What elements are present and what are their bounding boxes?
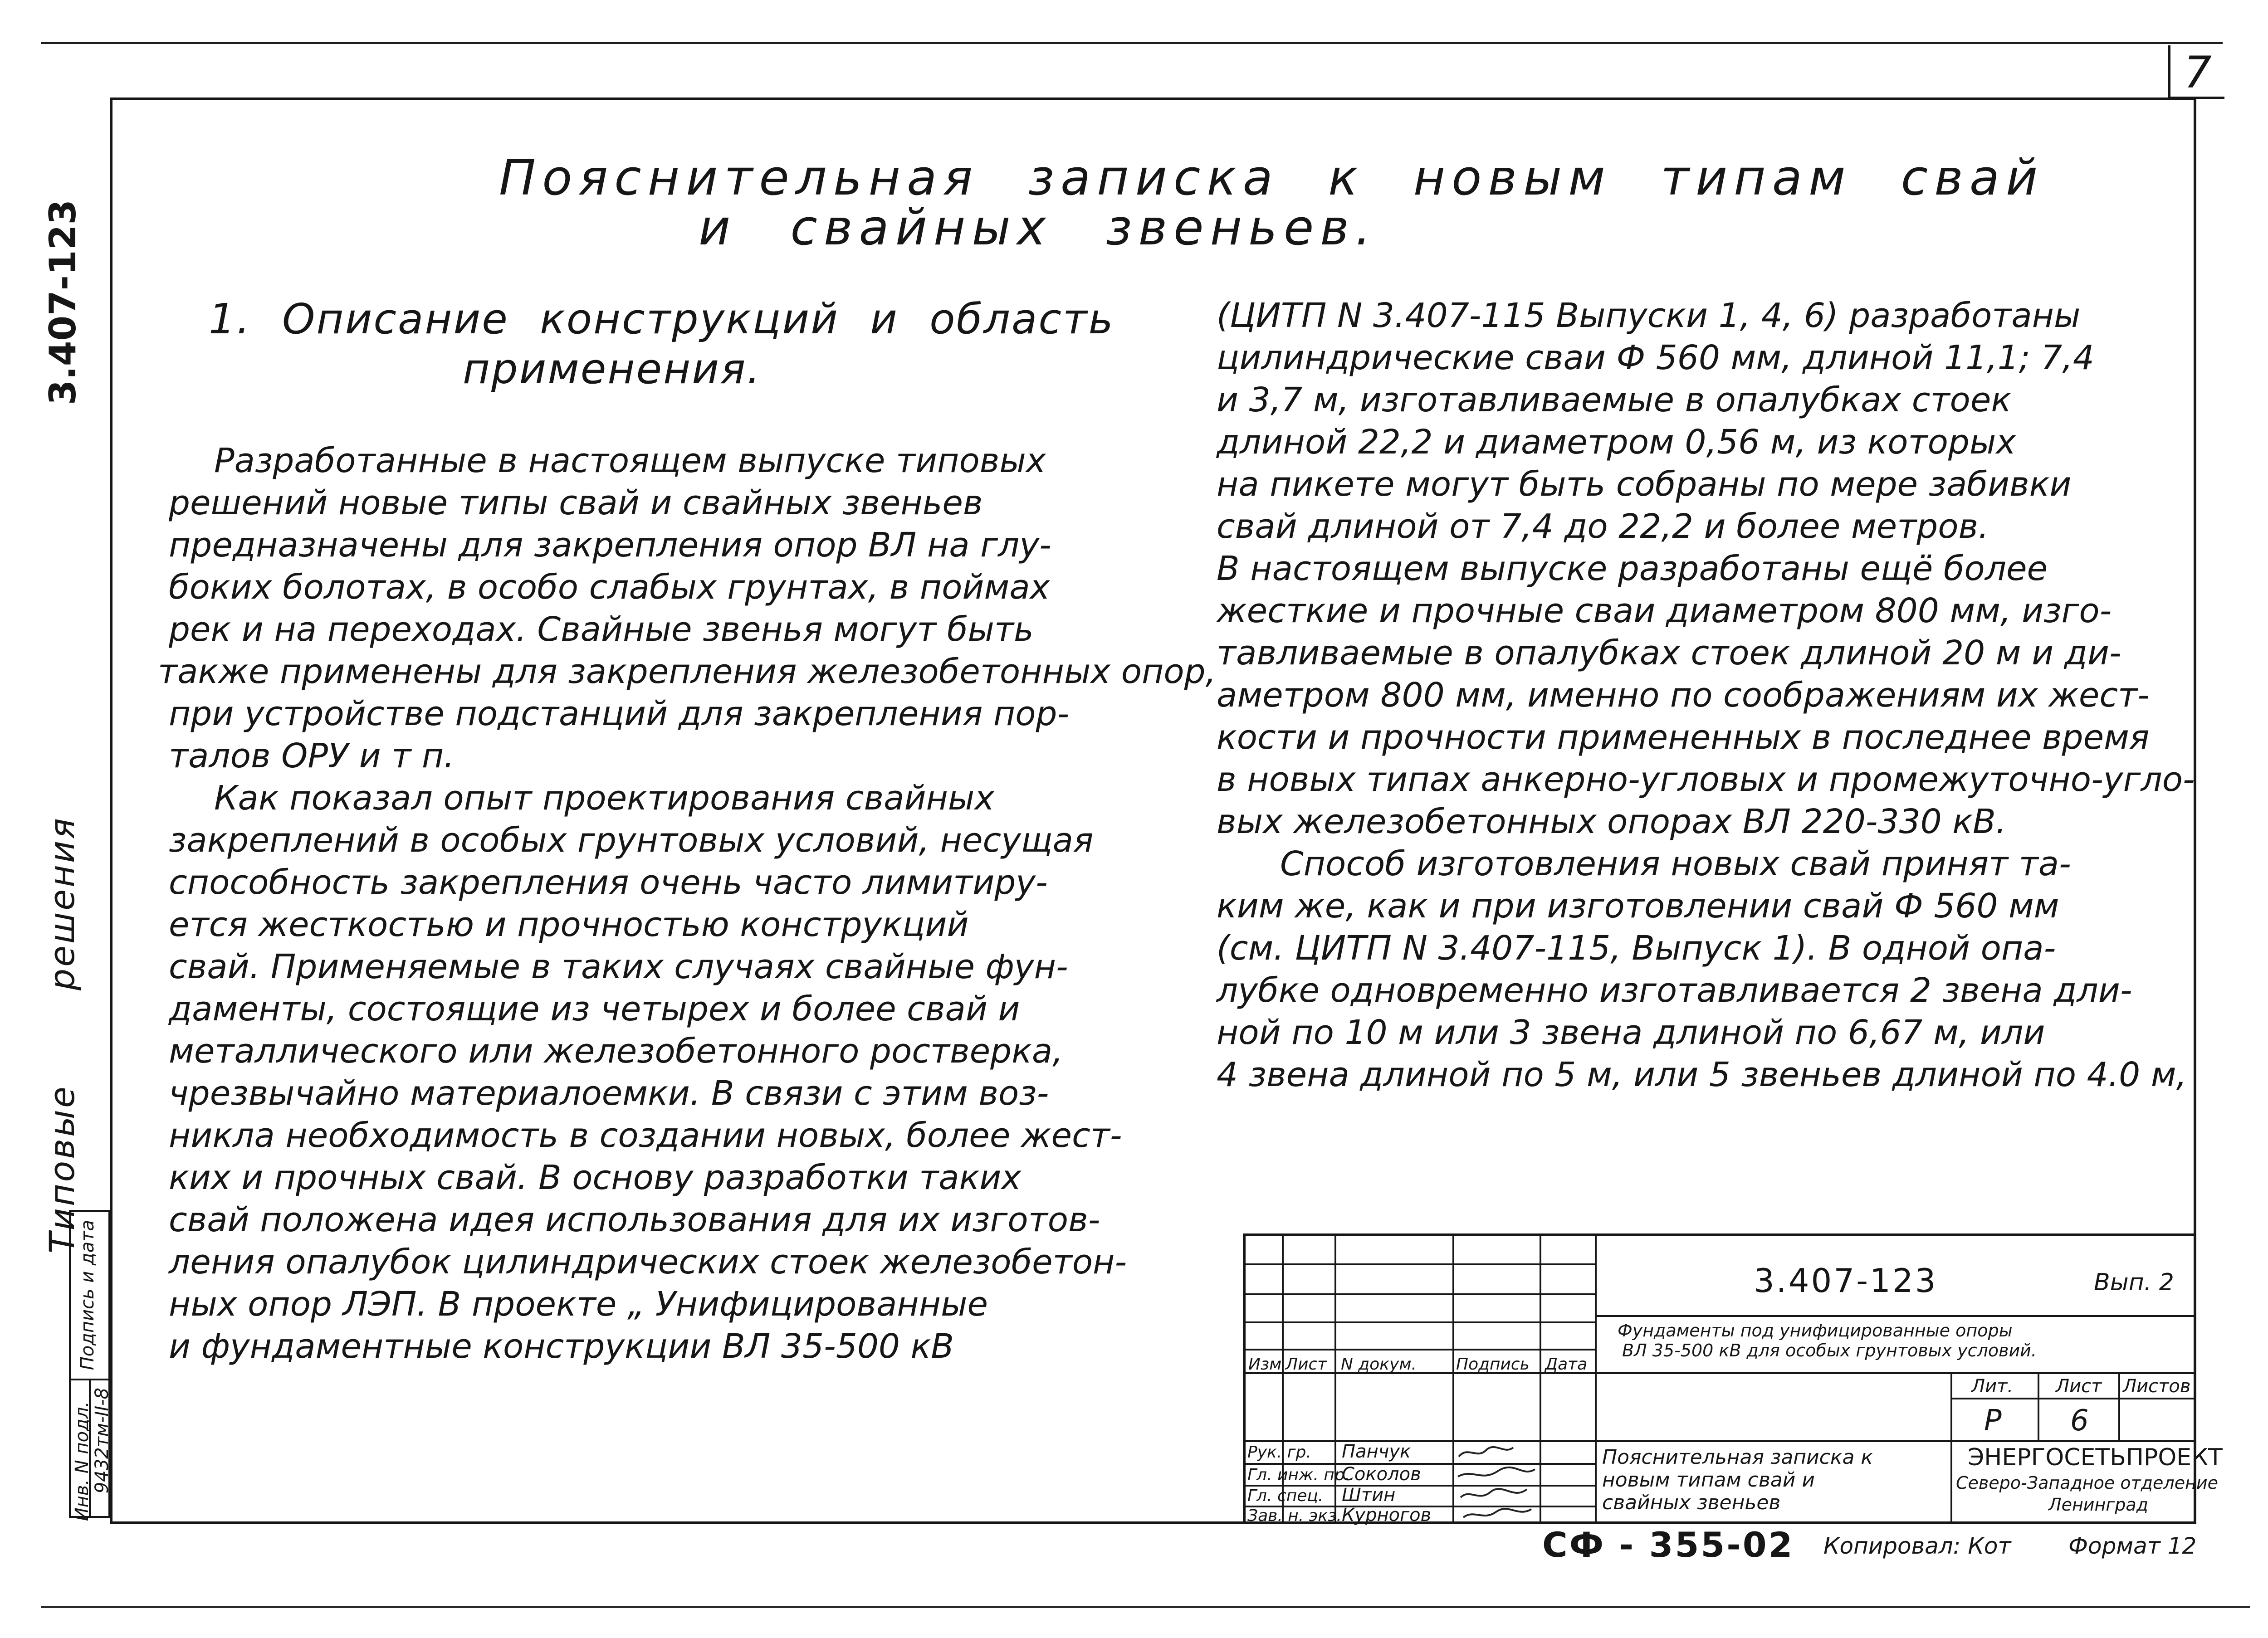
text-line: аметром 800 мм, именно по соображениям их жест- xyxy=(1217,676,2150,715)
text-line: свай положена идея использования для их изготов- xyxy=(169,1200,1100,1239)
tb-role: Гл. спец. xyxy=(1247,1487,1324,1505)
tb-name: Панчук xyxy=(1342,1441,1411,1462)
text-line: длиной 22,2 и диаметром 0,56 м, из которых xyxy=(1217,423,2016,462)
text-line: и 3,7 м, изготавливаемые в опалубках стоек xyxy=(1217,380,2012,419)
top-border-line xyxy=(41,42,2223,44)
tb-doc-code: 3.407-123 xyxy=(1754,1262,1938,1300)
text-line: решений новые типы свай и свайных звеньев xyxy=(169,483,983,522)
tb-org-line1: ЭНЕРГОСЕТЬПРОЕКТ xyxy=(1968,1444,2223,1471)
text-line: (см. ЦИТП N 3.407-115, Выпуск 1). В одной опа- xyxy=(1217,929,2056,968)
tb-header-list: Лист xyxy=(1286,1355,1327,1374)
tb-name: Курногов xyxy=(1342,1505,1432,1526)
side-doc-code: 3.407-123 xyxy=(42,200,84,405)
page-title-line1: Пояснительная записка к новым типам свай xyxy=(499,150,2044,206)
tb-name: Соколов xyxy=(1342,1464,1421,1485)
text-line: в новых типах анкерно-угловых и промежуточно-угло- xyxy=(1217,760,2195,799)
tb-sheets-label: Листов xyxy=(2123,1376,2191,1397)
tb-grid-line xyxy=(1950,1398,2196,1399)
text-line: боких болотах, в особо слабых грунтах, в поймах xyxy=(169,568,1050,607)
text-line: (ЦИТП N 3.407-115 Выпуски 1, 4, 6) разработаны xyxy=(1217,296,2081,335)
text-line: свай длиной от 7,4 до 22,2 и более метров. xyxy=(1217,507,1989,546)
tb-grid-line xyxy=(1246,1263,1595,1265)
tb-role: Гл. инж. пр. xyxy=(1247,1466,1350,1484)
tb-grid-line xyxy=(1540,1236,1541,1524)
text-line: ких и прочных свай. В основу разработки таких xyxy=(169,1158,1022,1197)
text-line: ных опор ЛЭП. В проекте „ Унифицированные xyxy=(169,1285,988,1324)
text-line: даменты, состоящие из четырех и более свай и xyxy=(169,990,1020,1029)
tb-header-doc: N докум. xyxy=(1341,1355,1417,1374)
tb-subtitle-line1: Фундаменты под унифицированные опоры xyxy=(1618,1321,2013,1341)
bottom-border-line xyxy=(41,1606,2250,1608)
tb-grid-line xyxy=(1595,1236,1597,1524)
tb-doc-title-line3: свайных звеньев xyxy=(1602,1491,1781,1514)
footer-code: СФ - 355-02 xyxy=(1542,1525,1794,1565)
text-line: и фундаментные конструкции ВЛ 35-500 кВ xyxy=(169,1327,954,1366)
section-heading-line2: применения. xyxy=(463,345,762,393)
footer-copied-by: Копировал: Кот xyxy=(1823,1533,2011,1559)
text-line: талов ОРУ и т п. xyxy=(169,736,455,775)
text-line: ется жесткостью и прочностью конструкций xyxy=(169,905,969,944)
strip-inv-value: 9432тм-II-8 xyxy=(92,1388,112,1494)
text-line: свай. Применяемые в таких случаях свайные фун- xyxy=(169,947,1068,986)
tb-grid-line xyxy=(2118,1372,2120,1440)
tb-grid-line xyxy=(1246,1293,1595,1295)
tb-sheet-label: Лист xyxy=(2056,1376,2102,1397)
text-line: чрезвычайно материалоемки. В связи с этим воз- xyxy=(169,1074,1049,1113)
tb-issue: Вып. 2 xyxy=(2094,1269,2174,1296)
tb-role: Рук. гр. xyxy=(1247,1443,1311,1462)
tb-doc-title-line1: Пояснительная записка к xyxy=(1602,1446,1873,1469)
text-line: вых железобетонных опорах ВЛ 220-330 кВ. xyxy=(1217,802,2007,841)
text-line: кости и прочности примененных в последнее время xyxy=(1217,718,2150,757)
text-line: на пикете могут быть собраны по мере забивки xyxy=(1217,465,2072,504)
tb-grid-line xyxy=(1595,1315,2196,1317)
page-number: 7 xyxy=(2184,47,2212,98)
text-line: рек и на переходах. Свайные звенья могут быть xyxy=(169,610,1034,649)
tb-stage-value: Р xyxy=(1984,1404,2002,1438)
tb-header-date: Дата xyxy=(1545,1355,1588,1374)
text-line: Разработанные в настоящем выпуске типовых xyxy=(214,441,1046,480)
tb-doc-title-line2: новым типам свай и xyxy=(1602,1468,1815,1492)
tb-subtitle-line2: ВЛ 35-500 кВ для особых грунтовых условий. xyxy=(1622,1341,2037,1360)
left-text-column xyxy=(158,440,1217,1368)
text-line: 4 звена длиной по 5 м, или 5 звеньев длиной по 4.0 м, xyxy=(1217,1055,2187,1094)
section-heading-line1: 1. Описание конструкций и область xyxy=(209,295,1114,343)
text-line: металлического или железобетонного ростверка, xyxy=(169,1032,1063,1071)
text-line: при устройстве подстанций для закрепления пор- xyxy=(169,694,1070,733)
tb-stage-label: Лит. xyxy=(1971,1376,2014,1397)
text-line: жесткие и прочные сваи диаметром 800 мм, изго- xyxy=(1217,591,2112,630)
tb-org-line3: Ленинград xyxy=(2048,1495,2148,1515)
tb-grid-line xyxy=(1950,1372,1952,1524)
strip-inv-label: Инв. N подл. xyxy=(72,1401,93,1521)
tb-header-izm: Изм xyxy=(1248,1355,1282,1374)
side-series-label: Типовые решения xyxy=(42,816,82,1253)
tb-grid-line xyxy=(2038,1372,2039,1440)
text-line: цилиндрические сваи Ф 560 мм, длиной 11,1; 7,4 xyxy=(1217,338,2094,377)
text-line: ной по 10 м или 3 звена длиной по 6,67 м, или xyxy=(1217,1013,2045,1052)
text-line: никла необходимость в создании новых, более жест- xyxy=(169,1116,1122,1155)
signatures-icon xyxy=(1454,1441,1539,1523)
page-title-line2: и свайных звеньев. xyxy=(699,200,1378,256)
tb-grid-line xyxy=(1246,1349,1595,1350)
text-line: тавливаемые в опалубках стоек длиной 20 м и ди- xyxy=(1217,634,2121,673)
text-line: закреплений в особых грунтовых условий, несущая xyxy=(169,821,1094,860)
right-text-column xyxy=(1217,295,2195,1096)
text-line: способность закрепления очень часто лимитиру- xyxy=(169,863,1048,902)
tb-role: Зав. н. экз. xyxy=(1247,1506,1342,1525)
text-line: ким же, как и при изготовлении свай Ф 560 мм xyxy=(1217,887,2059,926)
tb-name: Штин xyxy=(1342,1485,1396,1506)
title-block xyxy=(1243,1233,2223,1526)
footer-format: Формат 12 xyxy=(2068,1533,2197,1559)
text-line: ления опалубок цилиндрических стоек железобетон- xyxy=(169,1243,1127,1282)
strip-signature-date-label: Подпись и дата xyxy=(77,1220,98,1370)
text-line: предназначены для закрепления опор ВЛ на глу- xyxy=(169,526,1051,565)
tb-sheet-value: 6 xyxy=(2070,1404,2089,1438)
text-line: лубке одновременно изготавливается 2 звена дли- xyxy=(1217,971,2132,1010)
text-line: В настоящем выпуске разработаны ещё более xyxy=(1217,549,2048,588)
text-line: Способ изготовления новых свай принят та- xyxy=(1280,844,2071,883)
tb-grid-line xyxy=(1246,1321,1595,1323)
text-line: Как показал опыт проектирования свайных xyxy=(214,779,995,818)
text-line: также применены для закрепления железобетонных опор, xyxy=(158,652,1217,691)
tb-org-line2: Северо-Западное отделение xyxy=(1956,1473,2218,1493)
tb-header-signature: Подпись xyxy=(1456,1355,1530,1374)
